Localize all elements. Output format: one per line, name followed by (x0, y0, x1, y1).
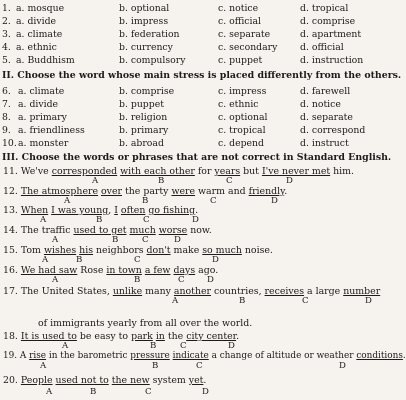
option-a-text: When (20, 205, 49, 216)
letter-d: D (339, 361, 346, 371)
option-b-text: in town (106, 265, 142, 276)
option-c-text: in (155, 331, 165, 342)
option-c-text: were (171, 186, 196, 197)
sentence-18 (3, 331, 239, 342)
sentence-19 (3, 351, 406, 361)
letter-c: C (178, 275, 185, 285)
text: . (284, 186, 288, 197)
letter-d: D (207, 275, 214, 285)
option-b-text: I was young (51, 205, 109, 216)
letter-b: B (158, 176, 165, 186)
option-c: c. official (218, 16, 261, 27)
text: many (142, 286, 174, 297)
letter-b: B (134, 275, 141, 285)
option-a-text: corresponded (51, 166, 118, 177)
option-a-text: The atmosphere (20, 186, 99, 197)
option-c-text: a few (144, 265, 171, 276)
text: in the barometric (46, 351, 131, 361)
option-a: a. Buddhism (16, 55, 75, 66)
text: . (236, 331, 240, 342)
option-a: a. climate (16, 29, 63, 40)
section-2-heading: II. Choose the word whose main stress is placed differently from the others. (2, 70, 402, 81)
option-d: d. official (300, 42, 344, 53)
item-number: 5. (2, 55, 11, 66)
text: 16. (3, 265, 21, 276)
option-a-text: used to get (73, 225, 127, 236)
item-number: 2. (2, 16, 11, 27)
text: 14. The traffic (3, 225, 74, 236)
option-b: b. puppet (119, 99, 164, 110)
text: . (203, 375, 207, 386)
text: 11. We've (3, 166, 52, 177)
item-number: 10. (2, 138, 17, 149)
letter-c: C (180, 341, 187, 351)
text: for (194, 166, 215, 177)
text: the (164, 331, 187, 342)
option-c: c. depend (218, 138, 264, 149)
letter-c: C (145, 387, 152, 397)
option-a: a. divide (18, 99, 59, 110)
text: 15. Tom (3, 245, 44, 256)
text: . (195, 205, 199, 216)
option-c: c. secondary (218, 42, 278, 53)
text: countries, (211, 286, 265, 297)
option-b-text: over (101, 186, 122, 197)
option-c-text: years (214, 166, 241, 177)
option-a-text: rise (29, 351, 47, 361)
option-a-text: It is used to (20, 331, 77, 342)
option-b: b. optional (119, 3, 170, 14)
letter-a: A (92, 176, 99, 186)
letter-d: D (202, 387, 209, 397)
text: system (149, 375, 189, 386)
option-c: c. tropical (218, 125, 266, 136)
option-d: d. tropical (300, 3, 349, 14)
option-d: d. instruct (300, 138, 349, 149)
sentence-16 (3, 265, 218, 276)
letter-a: A (46, 387, 53, 397)
text: 13. (3, 205, 21, 216)
option-c-text: worse (158, 225, 188, 236)
text: but (240, 166, 262, 177)
option-a: a. ethnic (16, 42, 57, 53)
text: 20. (3, 375, 21, 386)
option-d: d. correspond (300, 125, 366, 136)
option-c-text: the new (111, 375, 150, 386)
letter-b: B (96, 215, 103, 225)
option-d-text: so much (202, 245, 242, 256)
letter-a: A (40, 361, 47, 371)
option-c-text: receives (264, 286, 305, 297)
letter-b: B (112, 235, 119, 245)
letter-d: D (228, 341, 235, 351)
sentence-11 (3, 166, 354, 177)
item-number: 1. (2, 3, 11, 14)
option-b: b. compulsory (119, 55, 186, 66)
text: a large (304, 286, 344, 297)
letter-a: A (42, 255, 49, 265)
option-c: c. impress (218, 86, 267, 97)
letter-a: A (40, 215, 47, 225)
text: a change of altitude or weather (208, 351, 357, 361)
letter-d: D (271, 196, 278, 206)
option-c: c. ethnic (218, 99, 259, 110)
letter-c: C (134, 255, 141, 265)
sentence-20 (3, 375, 206, 386)
option-d-text: city center (186, 331, 237, 342)
option-d: d. farewell (300, 86, 351, 97)
option-c-text: don't (146, 245, 171, 256)
text: 19. A (3, 351, 30, 361)
letter-c: C (143, 215, 150, 225)
option-b-text: much (129, 225, 156, 236)
option-b-text: pressure (130, 351, 170, 361)
option-d-text: yet (188, 375, 204, 386)
text: make (170, 245, 203, 256)
option-d-text: I've never met (261, 166, 331, 177)
item-number: 8. (2, 112, 11, 123)
option-b-text: with each other (120, 166, 195, 177)
option-d: d. apartment (300, 29, 362, 40)
option-a: a. friendliness (18, 125, 85, 136)
text: 17. The United States, (3, 286, 113, 297)
letter-c: C (196, 361, 203, 371)
text: warm and (195, 186, 249, 197)
option-c-text: indicate (172, 351, 209, 361)
option-a-text: People (20, 375, 53, 386)
letter-d: D (192, 215, 199, 225)
option-d: d. notice (300, 99, 341, 110)
option-d-text: days (173, 265, 196, 276)
letter-a: A (62, 341, 69, 351)
option-d: d. separate (300, 112, 353, 123)
option-c-text: I (114, 205, 118, 216)
letter-d: D (212, 255, 219, 265)
option-b: b. federation (119, 29, 180, 40)
option-b-text: his (79, 245, 94, 256)
text: him. (330, 166, 355, 177)
option-b-text: another (173, 286, 212, 297)
letter-a: A (52, 275, 59, 285)
item-number: 4. (2, 42, 11, 53)
letter-d: D (365, 296, 372, 306)
option-b: b. comprise (119, 86, 175, 97)
letter-b: B (150, 341, 157, 351)
text: Rose (77, 265, 107, 276)
option-a-text: unlike (112, 286, 143, 297)
text: , (108, 205, 115, 216)
item-number: 7. (2, 99, 11, 110)
option-a: a. monster (18, 138, 69, 149)
option-d-text: go fishing (148, 205, 196, 216)
letter-c: C (302, 296, 309, 306)
text: 18. (3, 331, 21, 342)
option-d: d. instruction (300, 55, 364, 66)
sentence-17 (3, 286, 380, 297)
option-d-text: conditions (356, 351, 403, 361)
option-c-text: often (120, 205, 146, 216)
letter-c: C (226, 176, 233, 186)
text: the party (122, 186, 172, 197)
option-c: c. notice (218, 3, 259, 14)
option-a: a. mosque (16, 3, 65, 14)
text: neighbors (93, 245, 147, 256)
section-3-heading: III. Choose the words or phrases that are not correct in Standard English. (2, 152, 392, 163)
letter-b: B (142, 196, 149, 206)
item-number: 9. (2, 125, 11, 136)
option-a: a. climate (18, 86, 65, 97)
option-b: b. currency (119, 42, 173, 53)
letter-b: B (90, 387, 97, 397)
letter-b: B (152, 361, 159, 371)
letter-c: C (142, 235, 149, 245)
sentence-17-continued: of immigrants yearly from all over the world. (38, 318, 253, 329)
letter-b: B (76, 255, 83, 265)
letter-a: A (64, 196, 71, 206)
item-number: 6. (2, 86, 11, 97)
option-b-text: park (131, 331, 153, 342)
item-number: 3. (2, 29, 11, 40)
option-d: d. comprise (300, 16, 356, 27)
option-c: c. optional (218, 112, 268, 123)
text: . (402, 351, 406, 361)
text: ago. (195, 265, 219, 276)
option-d-text: friendly (248, 186, 285, 197)
text: be easy to (76, 331, 132, 342)
letter-a: A (172, 296, 179, 306)
option-c: c. puppet (218, 55, 263, 66)
option-a: a. primary (18, 112, 67, 123)
option-b: b. abroad (119, 138, 164, 149)
option-a: a. divide (16, 16, 57, 27)
option-a-text: We had saw (20, 265, 78, 276)
option-b: b. primary (119, 125, 169, 136)
letter-c: C (210, 196, 217, 206)
option-d-text: number (343, 286, 381, 297)
text: 12. (3, 186, 21, 197)
option-b: b. impress (119, 16, 169, 27)
letter-a: A (52, 235, 59, 245)
text: now. (187, 225, 212, 236)
letter-b: B (239, 296, 246, 306)
letter-d: D (286, 176, 293, 186)
text: noise. (241, 245, 273, 256)
option-a-text: wishes (43, 245, 77, 256)
option-b-text: used not to (55, 375, 109, 386)
letter-d: D (174, 235, 181, 245)
option-b: b. religion (119, 112, 168, 123)
option-c: c. separate (218, 29, 271, 40)
